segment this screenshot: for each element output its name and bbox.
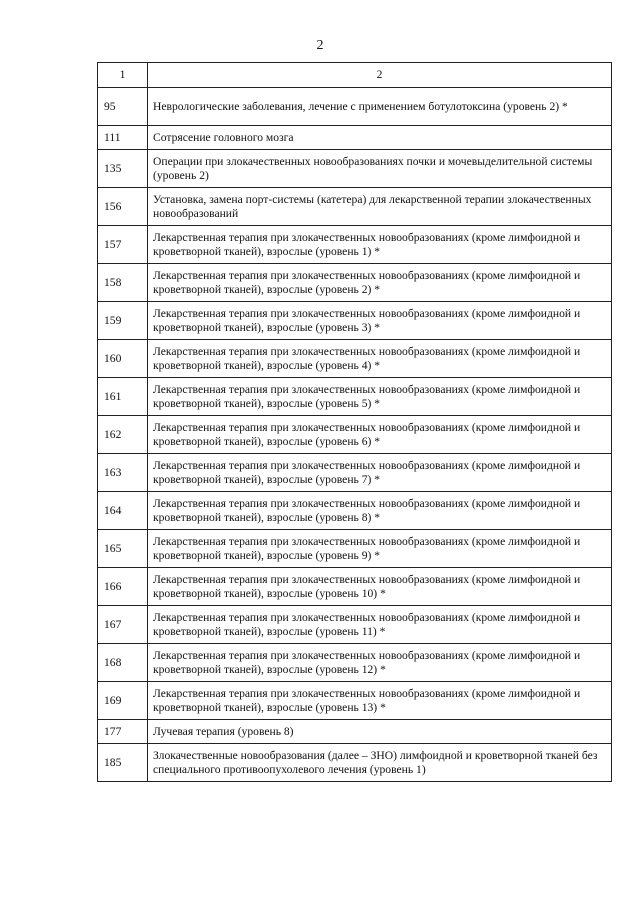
row-code: 166	[98, 568, 148, 606]
row-description: Лекарственная терапия при злокачественных новообразованиях (кроме лимфоидной и кроветворной тканей), взрослые (уровень 2) *	[148, 264, 612, 302]
row-code: 164	[98, 492, 148, 530]
row-code: 135	[98, 150, 148, 188]
row-description: Лекарственная терапия при злокачественных новообразованиях (кроме лимфоидной и кроветворной тканей), взрослые (уровень 5) *	[148, 378, 612, 416]
table-row	[98, 568, 612, 606]
row-description: Сотрясение головного мозга	[148, 126, 612, 150]
row-description: Операции при злокачественных новообразованиях почки и мочевыделительной системы (уровень 2)	[148, 150, 612, 188]
table-row	[98, 744, 612, 782]
row-description: Лекарственная терапия при злокачественных новообразованиях (кроме лимфоидной и кроветворной тканей), взрослые (уровень 1) *	[148, 226, 612, 264]
row-code: 167	[98, 606, 148, 644]
table-body	[98, 88, 612, 782]
table-row	[98, 126, 612, 150]
table-row	[98, 378, 612, 416]
row-description: Лекарственная терапия при злокачественных новообразованиях (кроме лимфоидной и кроветворной тканей), взрослые (уровень 9) *	[148, 530, 612, 568]
row-description: Лекарственная терапия при злокачественных новообразованиях (кроме лимфоидной и кроветворной тканей), взрослые (уровень 13) *	[148, 682, 612, 720]
row-code: 163	[98, 454, 148, 492]
row-description: Лучевая терапия (уровень 8)	[148, 720, 612, 744]
row-code: 157	[98, 226, 148, 264]
table-row	[98, 530, 612, 568]
table-row	[98, 150, 612, 188]
row-code: 177	[98, 720, 148, 744]
row-code: 159	[98, 302, 148, 340]
row-code: 185	[98, 744, 148, 782]
table-row	[98, 340, 612, 378]
row-code: 162	[98, 416, 148, 454]
row-description: Неврологические заболевания, лечение с применением ботулотоксина (уровень 2) *	[148, 88, 612, 126]
row-description: Лекарственная терапия при злокачественных новообразованиях (кроме лимфоидной и кроветворной тканей), взрослые (уровень 12) *	[148, 644, 612, 682]
row-description: Лекарственная терапия при злокачественных новообразованиях (кроме лимфоидной и кроветворной тканей), взрослые (уровень 8) *	[148, 492, 612, 530]
table-row	[98, 454, 612, 492]
row-code: 95	[98, 88, 148, 126]
table-row	[98, 302, 612, 340]
table-row	[98, 264, 612, 302]
table-row	[98, 188, 612, 226]
row-code: 165	[98, 530, 148, 568]
row-code: 158	[98, 264, 148, 302]
row-description: Лекарственная терапия при злокачественных новообразованиях (кроме лимфоидной и кроветворной тканей), взрослые (уровень 11) *	[148, 606, 612, 644]
table-row	[98, 682, 612, 720]
table-row	[98, 492, 612, 530]
table-row	[98, 416, 612, 454]
table-row	[98, 606, 612, 644]
row-description: Злокачественные новообразования (далее – ЗНО) лимфоидной и кроветворной тканей без специального противоопухолевого лечения (уровень 1)	[148, 744, 612, 782]
table-row	[98, 226, 612, 264]
row-code: 111	[98, 126, 148, 150]
row-code: 160	[98, 340, 148, 378]
table-row	[98, 644, 612, 682]
row-description: Лекарственная терапия при злокачественных новообразованиях (кроме лимфоидной и кроветворной тканей), взрослые (уровень 4) *	[148, 340, 612, 378]
row-description: Лекарственная терапия при злокачественных новообразованиях (кроме лимфоидной и кроветворной тканей), взрослые (уровень 7) *	[148, 454, 612, 492]
row-code: 161	[98, 378, 148, 416]
table-header-row	[98, 63, 612, 88]
row-description: Лекарственная терапия при злокачественных новообразованиях (кроме лимфоидной и кроветворной тканей), взрослые (уровень 6) *	[148, 416, 612, 454]
row-code: 156	[98, 188, 148, 226]
row-description: Лекарственная терапия при злокачественных новообразованиях (кроме лимфоидной и кроветворной тканей), взрослые (уровень 3) *	[148, 302, 612, 340]
page-number: 2	[316, 38, 324, 53]
document-table	[97, 62, 612, 782]
column-header-1: 1	[98, 63, 148, 88]
table-row	[98, 88, 612, 126]
row-description: Лекарственная терапия при злокачественных новообразованиях (кроме лимфоидной и кроветворной тканей), взрослые (уровень 10) *	[148, 568, 612, 606]
table-row	[98, 720, 612, 744]
row-code: 169	[98, 682, 148, 720]
row-code: 168	[98, 644, 148, 682]
row-description: Установка, замена порт-системы (катетера) для лекарственной терапии злокачественных новообразований	[148, 188, 612, 226]
column-header-2: 2	[148, 63, 612, 88]
